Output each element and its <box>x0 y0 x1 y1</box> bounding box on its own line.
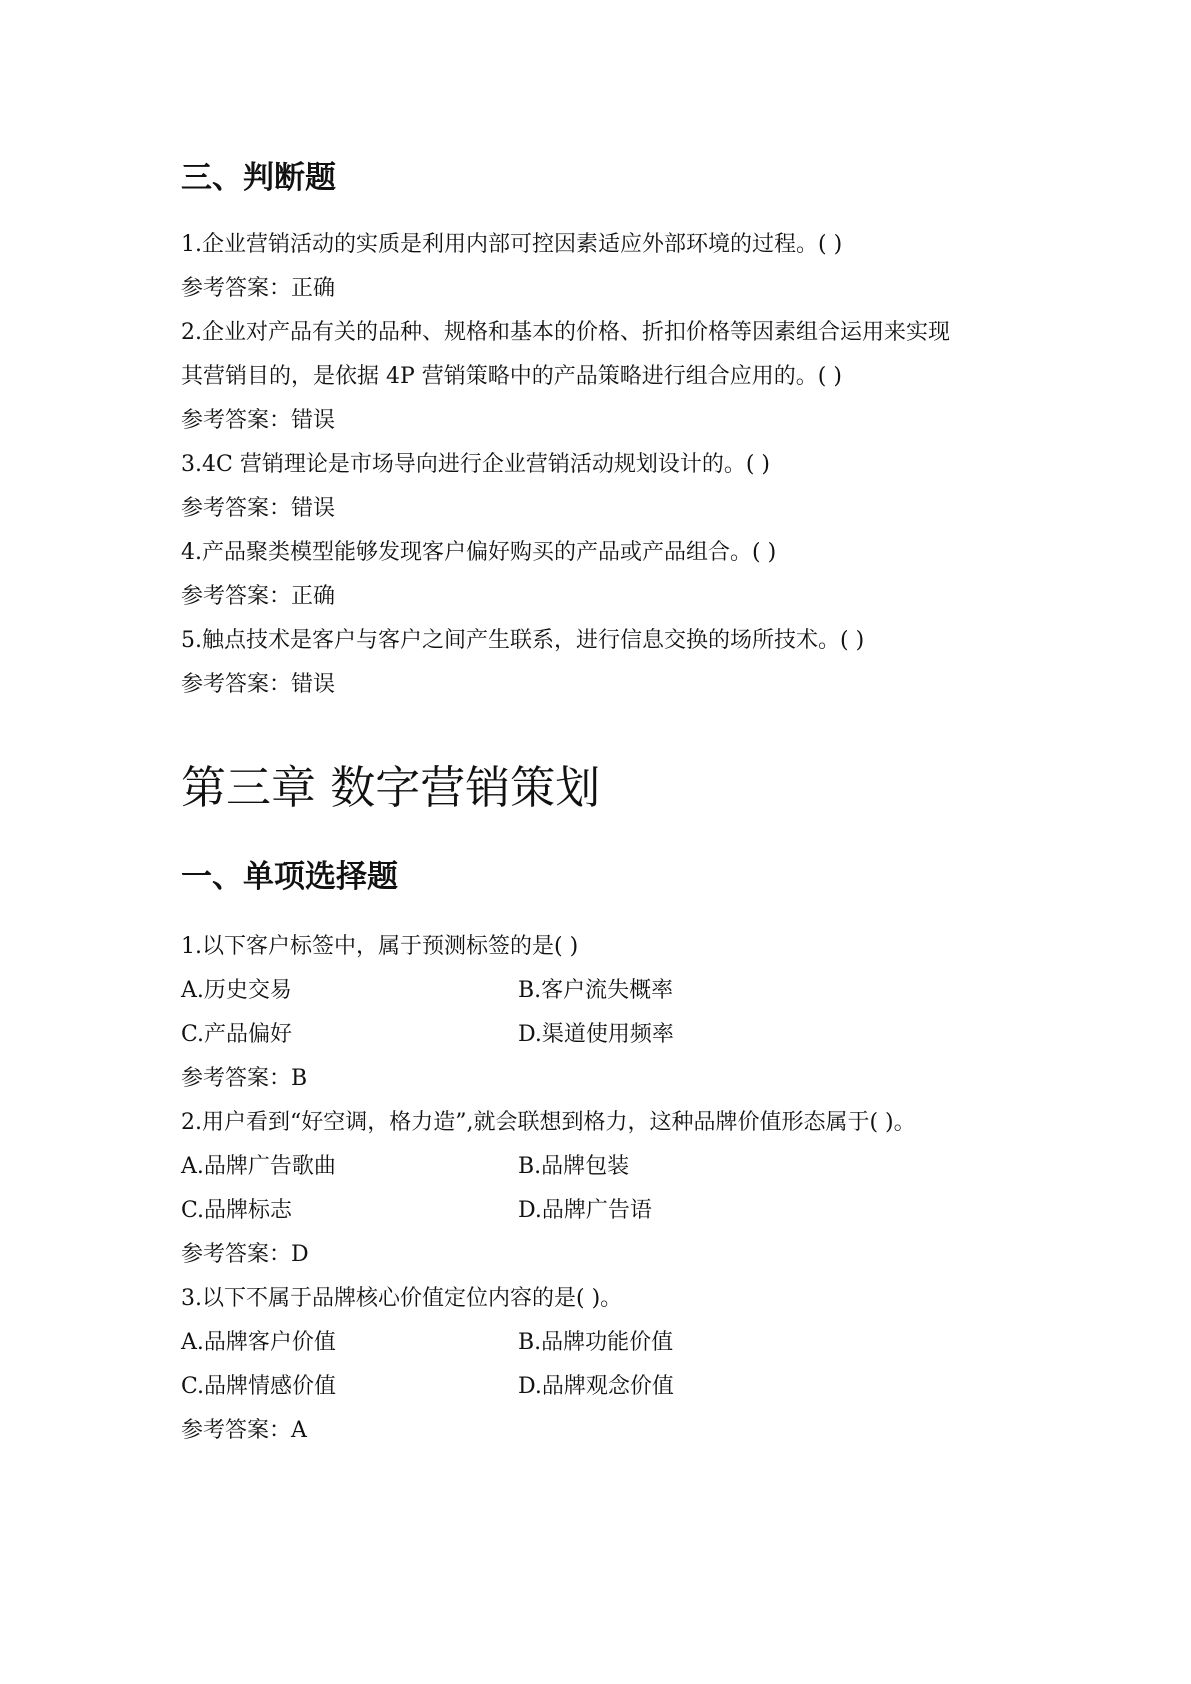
question-text: 3.4C 营销理论是市场导向进行企业营销活动规划设计的。( ) <box>181 452 770 477</box>
answer-text: 参考答案：D <box>181 1242 309 1267</box>
option-d: D.品牌广告语 <box>518 1198 652 1223</box>
option-c: C.产品偏好 <box>181 1022 293 1047</box>
chapter-title: 第三章 数字营销策划 <box>181 761 601 814</box>
option-d: D.渠道使用频率 <box>518 1022 674 1047</box>
option-d: D.品牌观念价值 <box>518 1374 674 1399</box>
option-a: A.品牌广告歌曲 <box>181 1154 336 1179</box>
question-text: 5.触点技术是客户与客户之间产生联系，进行信息交换的场所技术。( ) <box>181 628 865 653</box>
option-b: B.品牌包装 <box>518 1154 630 1179</box>
answer-text: 参考答案：错误 <box>181 408 336 433</box>
question-text: 2.企业对产品有关的品种、规格和基本的价格、折扣价格等因素组合运用来实现 <box>181 320 950 345</box>
option-b: B.品牌功能价值 <box>518 1330 674 1355</box>
answer-text: 参考答案：正确 <box>181 276 336 301</box>
answer-text: 参考答案：A <box>181 1418 307 1443</box>
question-text: 2.用户看到“好空调，格力造”,就会联想到格力，这种品牌价值形态属于( )。 <box>181 1110 916 1135</box>
answer-text: 参考答案：B <box>181 1066 308 1091</box>
option-c: C.品牌标志 <box>181 1198 293 1223</box>
option-a: A.历史交易 <box>181 978 292 1003</box>
option-c: C.品牌情感价值 <box>181 1374 337 1399</box>
section-heading-single-choice: 一、单项选择题 <box>181 859 398 895</box>
answer-text: 参考答案：正确 <box>181 584 336 609</box>
option-a: A.品牌客户价值 <box>181 1330 336 1355</box>
question-text: 1.以下客户标签中，属于预测标签的是( ) <box>181 934 579 959</box>
question-text: 1.企业营销活动的实质是利用内部可控因素适应外部环境的过程。( ) <box>181 232 843 257</box>
answer-text: 参考答案：错误 <box>181 496 336 521</box>
question-text: 3.以下不属于品牌核心价值定位内容的是( )。 <box>181 1286 623 1311</box>
answer-text: 参考答案：错误 <box>181 672 336 697</box>
question-text: 其营销目的，是依据 4P 营销策略中的产品策略进行组合应用的。( ) <box>181 364 842 389</box>
question-text: 4.产品聚类模型能够发现客户偏好购买的产品或产品组合。( ) <box>181 540 777 565</box>
section-heading-judgment: 三、判断题 <box>181 160 336 196</box>
option-b: B.客户流失概率 <box>518 978 674 1003</box>
